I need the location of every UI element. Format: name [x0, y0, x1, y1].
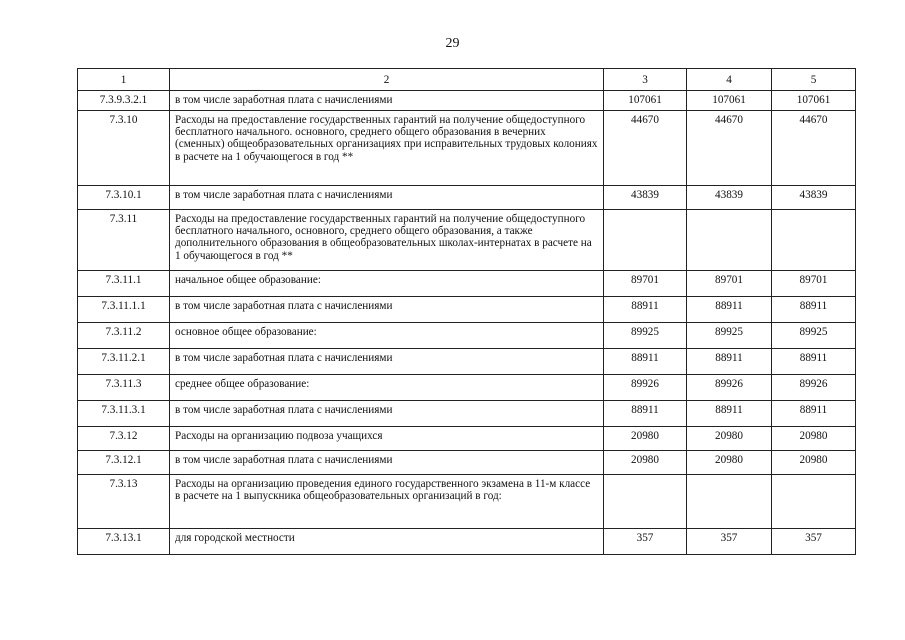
row-value-col5: 43839: [772, 186, 856, 210]
row-value-col4: [687, 210, 772, 271]
row-value-col5: 88911: [772, 297, 856, 323]
row-description-cell: для городской местности: [170, 529, 604, 555]
row-description-cell: основное общее образование:: [170, 323, 604, 349]
row-value-col4: 357: [687, 529, 772, 555]
row-value-col5: 44670: [772, 111, 856, 186]
table-row: [78, 91, 856, 111]
table-row: [78, 271, 856, 297]
row-value-col3: 88911: [604, 297, 687, 323]
row-value-col4: 89925: [687, 323, 772, 349]
row-code-cell: 7.3.13.1: [78, 529, 170, 555]
table-row: [78, 529, 856, 555]
row-value-col5: [772, 210, 856, 271]
row-value-col5: 20980: [772, 451, 856, 475]
row-value-col3: 20980: [604, 427, 687, 451]
row-value-col5: 89925: [772, 323, 856, 349]
table-row: [78, 210, 856, 271]
row-code-cell: 7.3.11.3: [78, 375, 170, 401]
row-value-col4: [687, 475, 772, 529]
table-row: [78, 186, 856, 210]
row-description-cell: в том числе заработная плата с начислениями: [170, 91, 604, 111]
row-description-cell: начальное общее образование:: [170, 271, 604, 297]
row-value-col4: 88911: [687, 401, 772, 427]
row-code-cell: 7.3.12.1: [78, 451, 170, 475]
row-value-col4: 89701: [687, 271, 772, 297]
row-code-cell: 7.3.11.2.1: [78, 349, 170, 375]
row-value-col5: 88911: [772, 349, 856, 375]
table-row: [78, 427, 856, 451]
row-value-col5: 89701: [772, 271, 856, 297]
table-row: [78, 349, 856, 375]
row-description-cell: Расходы на предоставление государственных гарантий на получение общедоступного бесплатного начального. основного, среднего общего образования в вечерних (сменных) общеобразовательных организациях при исправительных трудовых колониях в расчете на 1 обучающегося в год **: [170, 111, 604, 186]
row-description-cell: среднее общее образование:: [170, 375, 604, 401]
expense-table: [77, 68, 856, 555]
row-description-cell: в том числе заработная плата с начислениями: [170, 451, 604, 475]
row-code-cell: 7.3.10: [78, 111, 170, 186]
row-value-col4: 20980: [687, 451, 772, 475]
row-code-cell: 7.3.11.2: [78, 323, 170, 349]
row-value-col5: 88911: [772, 401, 856, 427]
table-header-row: [78, 69, 856, 91]
row-value-col3: 89925: [604, 323, 687, 349]
row-value-col4: 88911: [687, 349, 772, 375]
row-value-col5: 89926: [772, 375, 856, 401]
row-value-col3: [604, 210, 687, 271]
row-description-cell: в том числе заработная плата с начислениями: [170, 297, 604, 323]
row-code-cell: 7.3.11.1.1: [78, 297, 170, 323]
row-value-col3: 89701: [604, 271, 687, 297]
row-code-cell: 7.3.12: [78, 427, 170, 451]
row-value-col5: 20980: [772, 427, 856, 451]
table-row: [78, 451, 856, 475]
row-value-col4: 43839: [687, 186, 772, 210]
row-value-col3: 44670: [604, 111, 687, 186]
row-value-col3: 357: [604, 529, 687, 555]
table-row: [78, 111, 856, 186]
row-value-col4: 88911: [687, 297, 772, 323]
header-cell-1: 1: [78, 69, 170, 91]
row-value-col5: 107061: [772, 91, 856, 111]
row-code-cell: 7.3.11.1: [78, 271, 170, 297]
page-number: 29: [445, 36, 460, 51]
row-code-cell: 7.3.11: [78, 210, 170, 271]
row-description-cell: Расходы на организацию подвоза учащихся: [170, 427, 604, 451]
row-value-col4: 20980: [687, 427, 772, 451]
row-value-col3: 88911: [604, 349, 687, 375]
row-value-col3: [604, 475, 687, 529]
row-value-col5: 357: [772, 529, 856, 555]
row-value-col3: 43839: [604, 186, 687, 210]
row-code-cell: 7.3.10.1: [78, 186, 170, 210]
row-code-cell: 7.3.13: [78, 475, 170, 529]
row-description-cell: Расходы на предоставление государственных гарантий на получение общедоступного бесплатного начального, основного, среднего общего образования, а также дополнительного образования в общеобразовательных школах-интернатах в расчете на 1 обучающегося в год **: [170, 210, 604, 271]
row-value-col4: 89926: [687, 375, 772, 401]
row-description-cell: в том числе заработная плата с начислениями: [170, 349, 604, 375]
header-cell-2: 2: [170, 69, 604, 91]
row-description-cell: Расходы на организацию проведения единого государственного экзамена в 11-м классе в расчете на 1 выпускника общеобразовательных организаций в год:: [170, 475, 604, 529]
row-value-col3: 107061: [604, 91, 687, 111]
table-row: [78, 375, 856, 401]
header-cell-4: 4: [687, 69, 772, 91]
table-row: [78, 401, 856, 427]
row-value-col5: [772, 475, 856, 529]
row-description-cell: в том числе заработная плата с начислениями: [170, 186, 604, 210]
header-cell-3: 3: [604, 69, 687, 91]
header-cell-5: 5: [772, 69, 856, 91]
table-row: [78, 475, 856, 529]
row-code-cell: 7.3.9.3.2.1: [78, 91, 170, 111]
row-value-col3: 89926: [604, 375, 687, 401]
row-value-col3: 88911: [604, 401, 687, 427]
table-row: [78, 297, 856, 323]
row-code-cell: 7.3.11.3.1: [78, 401, 170, 427]
table-row: [78, 323, 856, 349]
row-value-col4: 44670: [687, 111, 772, 186]
row-value-col4: 107061: [687, 91, 772, 111]
row-description-cell: в том числе заработная плата с начислениями: [170, 401, 604, 427]
row-value-col3: 20980: [604, 451, 687, 475]
